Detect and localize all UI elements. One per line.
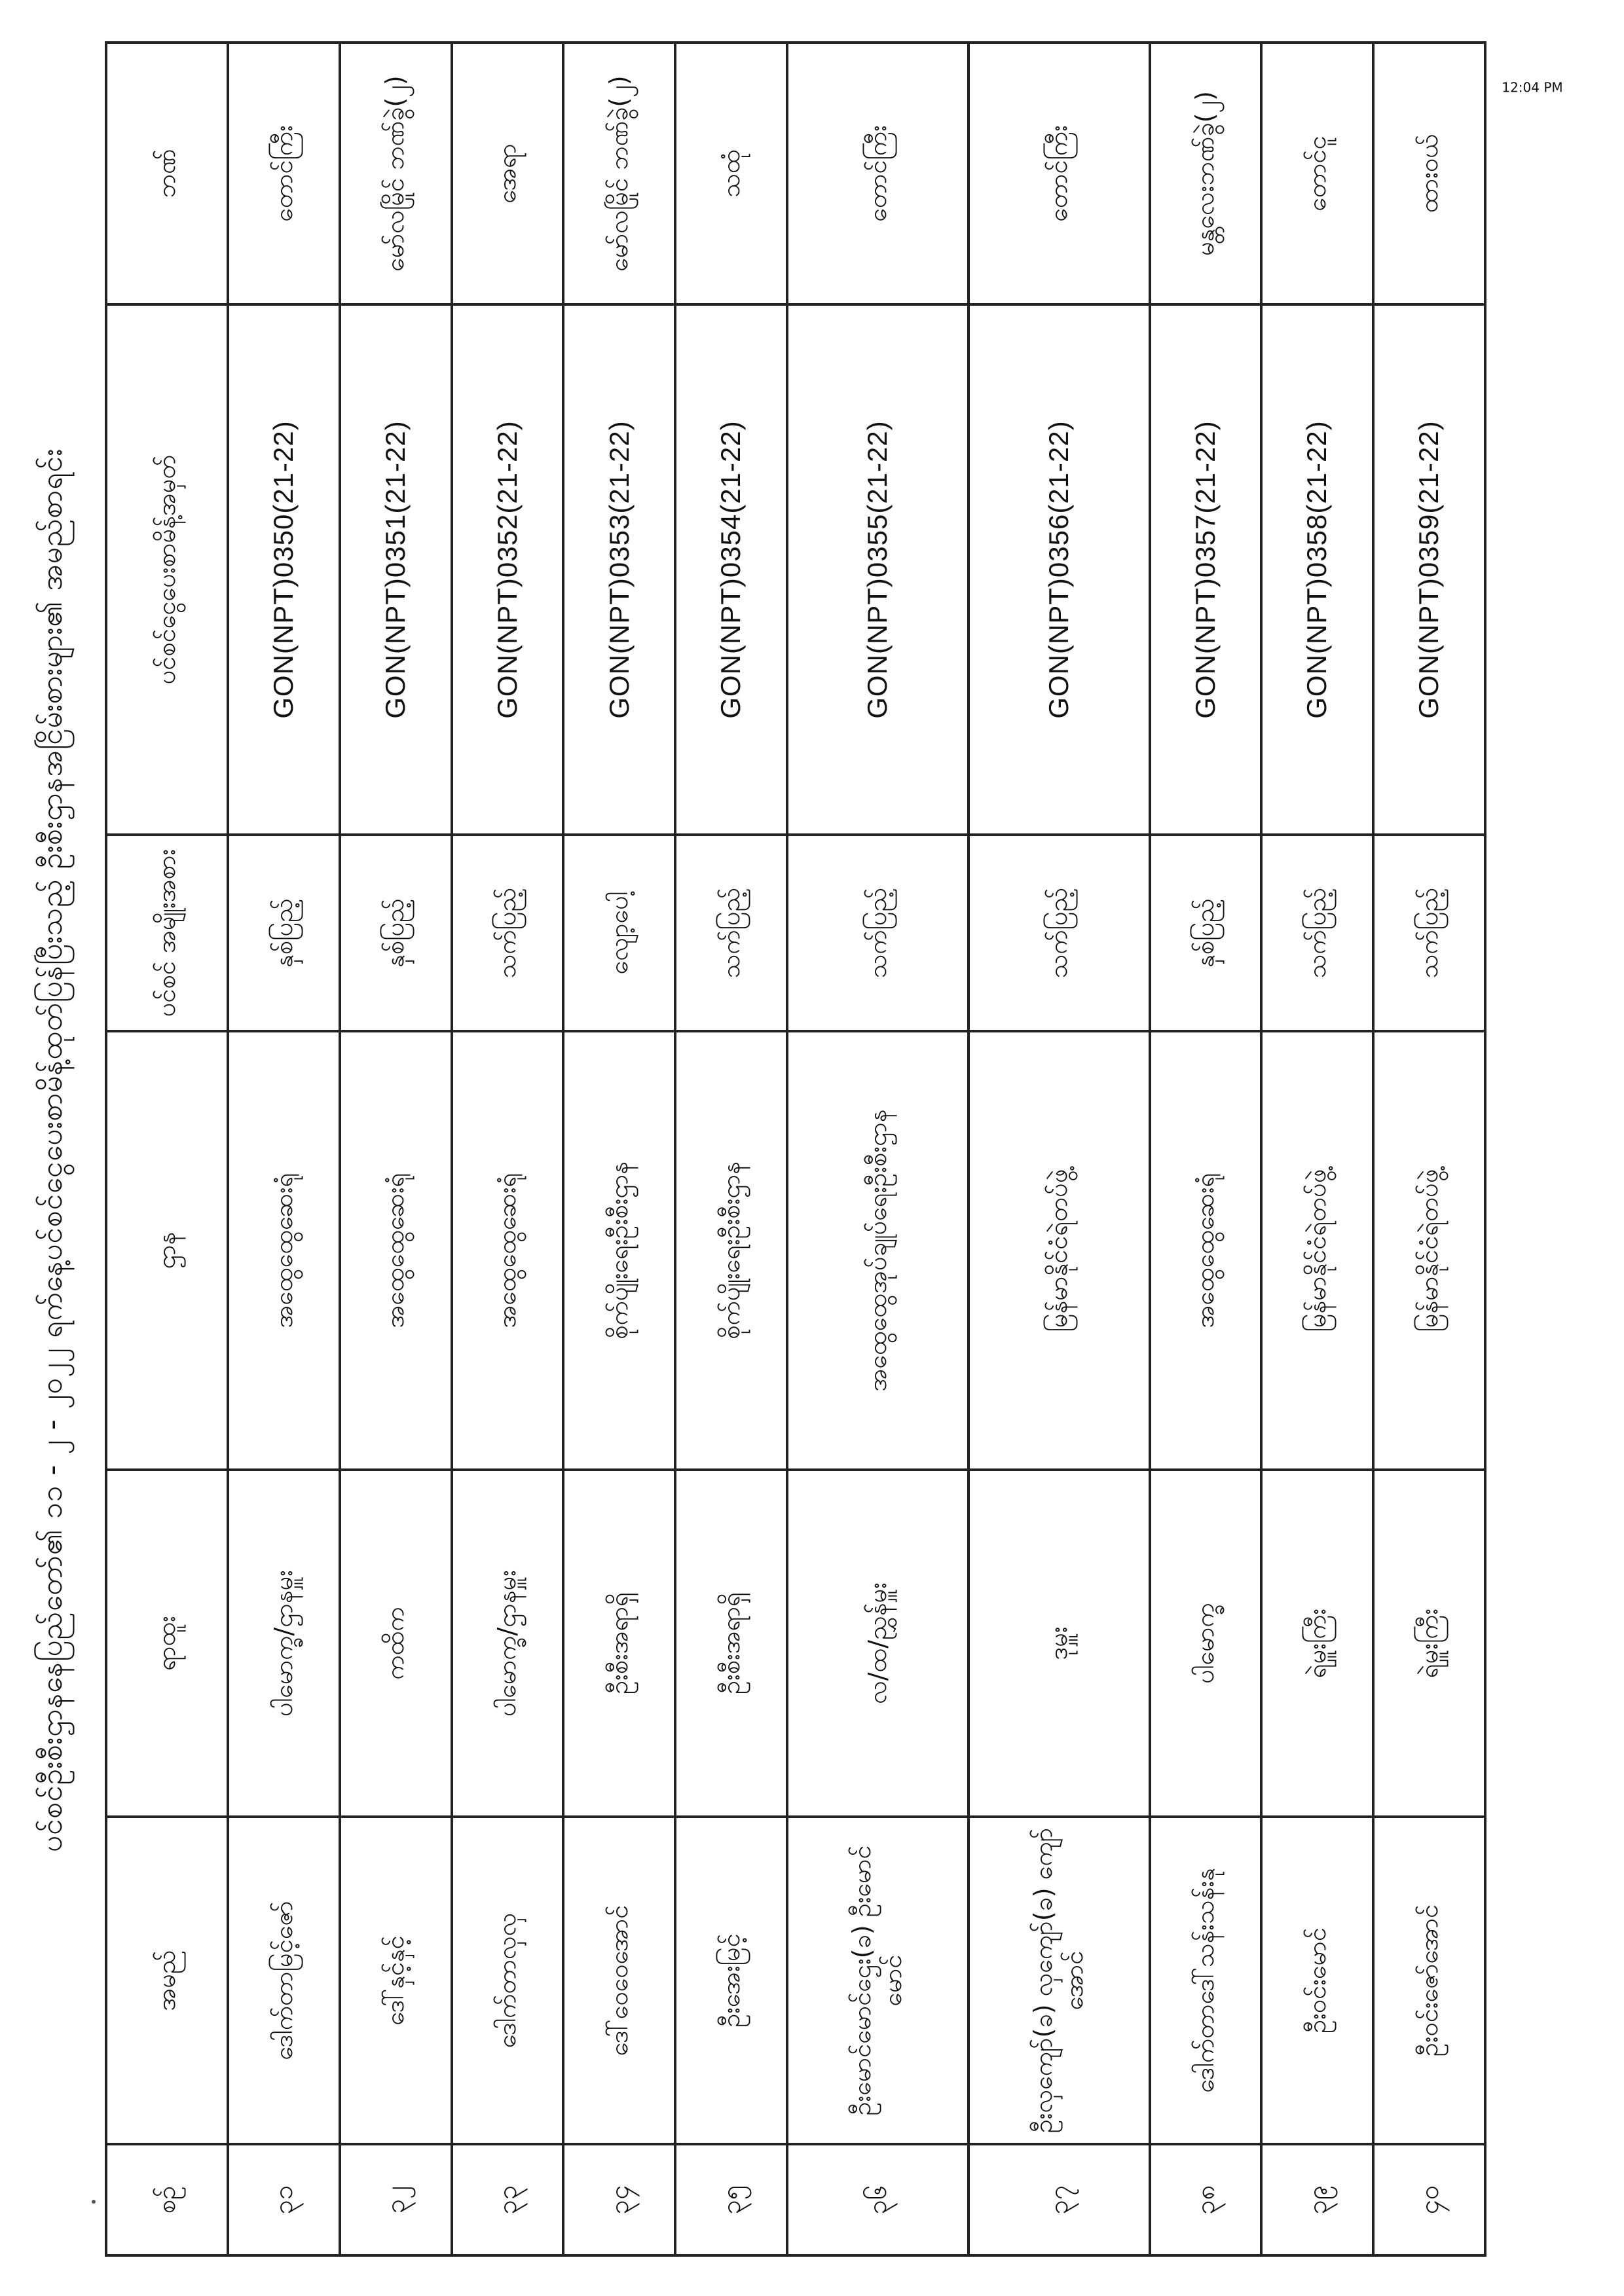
table-row — [563, 43, 675, 2255]
department-cell: အထွေထွေဆေးရုံ — [340, 1031, 452, 1470]
col-header-name: အမည် — [106, 1817, 228, 2144]
serial-cell: ၃၈ — [1150, 2144, 1262, 2255]
name-cell: ဒေါ်ဝေဝေအောင် — [563, 1817, 675, 2144]
table-row — [228, 43, 340, 2255]
name-cell: ဒေါက်တာလှလှ — [452, 1817, 564, 2144]
pension-type-cell: သက်ပြည့် — [1373, 835, 1485, 1031]
serial-cell: ၃၇ — [969, 2144, 1150, 2255]
order-number-cell: GON(NPT)0351(21-22) — [340, 304, 452, 835]
department-cell: အထွေထွေဆေးရုံ — [452, 1031, 564, 1470]
name-cell: ဦးလှကျော်(ခ) လှကျော်(ခ) ကျော်အောင် — [969, 1817, 1150, 2144]
table-row — [969, 43, 1150, 2255]
table-row — [675, 43, 787, 2255]
order-number-cell: GON(NPT)0356(21-22) — [969, 304, 1150, 835]
table-row — [1261, 43, 1373, 2255]
rank-cell: ရဲမှူးကြီး — [1261, 1470, 1373, 1817]
table-row — [1373, 43, 1485, 2255]
serial-cell: ၃၃ — [452, 2144, 564, 2255]
order-number-cell: GON(NPT)0357(21-22) — [1150, 304, 1262, 835]
bank-cell: တောင်ငူ — [1261, 43, 1373, 304]
rank-cell: ပါမောက္ခ — [1150, 1470, 1262, 1817]
pension-list-table — [105, 41, 1486, 2257]
order-number-cell: GON(NPT)0353(21-22) — [563, 304, 675, 835]
order-number-cell: GON(NPT)0359(21-22) — [1373, 304, 1485, 835]
order-number-cell: GON(NPT)0355(21-22) — [787, 304, 969, 835]
serial-cell: ၃၁ — [228, 2144, 340, 2255]
pension-type-cell: သက်ပြည့် — [787, 835, 969, 1031]
department-cell: စိုက်ပျိုးရေးဦးစီးဌာန — [675, 1031, 787, 1470]
col-header-serial: စဉ် — [106, 2144, 228, 2255]
name-cell: ဒေါက်တာဒေါ်သန်းသန်းနု — [1150, 1817, 1262, 2144]
col-header-order-number: ပင်စင်ငွေပေးစာမိန့်အမှတ် — [106, 304, 228, 835]
rank-cell: ဦးစီးအရာရှိ — [563, 1470, 675, 1817]
name-cell: ဦးအေးမြင့် — [675, 1817, 787, 2144]
bank-cell: တောင်ကြီး — [787, 43, 969, 304]
bank-cell: တောင်ကြီး — [228, 43, 340, 304]
rank-cell: လ/ထ/ညွှန်မှူး — [787, 1470, 969, 1817]
department-cell: မြန်မာနိုင်ငံရဲတပ်ဖွဲ့ — [1261, 1031, 1373, 1470]
rank-cell: ပါမောက္ခ/ဌာနမှူး — [228, 1470, 340, 1817]
document-title: ပင်စင်ဦးစီးဌာနနေပြည်တော်၏ ၁၁ - ၂ - ၂၀၂၂ ရက်နေ့ပင်စင်ငွေပေးစာမိန့်ထုတ်ပြန်ပြီးသည့် ဦးစီးဌာနအငြိမ်းစားများ၏ အမည်စာရင်း — [35, 448, 69, 1853]
bank-cell: အေရာ — [452, 43, 564, 304]
serial-cell: ၃၉ — [1261, 2144, 1373, 2255]
col-header-pension-type: ပင်စင် အမျိုးအစား — [106, 835, 228, 1031]
print-timestamp: 12:04 PM — [1502, 79, 1563, 96]
rank-cell: ရဲမှူးကြီး — [1373, 1470, 1485, 1817]
name-cell: ဦးဝင်းမောင် — [1261, 1817, 1373, 2144]
department-cell: မြန်မာနိုင်ငံရဲတပ်ဖွဲ့ — [1373, 1031, 1485, 1470]
serial-cell: ၃၄ — [563, 2144, 675, 2255]
department-cell: အထွေထွေဆေးရုံ — [228, 1031, 340, 1470]
rank-cell: ပါမောက္ခ/ဌာနမှူး — [452, 1470, 564, 1817]
pension-type-cell: သက်ပြည့် — [1261, 835, 1373, 1031]
pension-type-cell: နှစ်ပြည့် — [228, 835, 340, 1031]
bank-cell: မော်လမြိုင် ဘဏ်ခွဲ(၂) — [340, 43, 452, 304]
department-cell: စိုက်ပျိုးရေးဦးစီးဌာန — [563, 1031, 675, 1470]
department-cell: အထွေထွေအုပ်ချုပ်ရေးဦးစီးဌာန — [787, 1031, 969, 1470]
table-row — [452, 43, 564, 2255]
table-row — [340, 43, 452, 2255]
order-number-cell: GON(NPT)0350(21-22) — [228, 304, 340, 835]
pension-type-cell: သက်ပြည့် — [675, 835, 787, 1031]
name-cell: ဒေါ်နှင့်နှင့် — [340, 1817, 452, 2144]
name-cell: ဦးမောင်မောင်ဌေး(ခ) ဦးမောင်မောင် — [787, 1817, 969, 2144]
rank-cell: ဦးစီးအရာရှိ — [675, 1470, 787, 1817]
pension-type-cell: သက်ပြည့် — [452, 835, 564, 1031]
serial-cell: ၃၂ — [340, 2144, 452, 2255]
pension-type-cell: လျော့ပေါ့ — [563, 835, 675, 1031]
department-cell: မြန်မာနိုင်ငံရဲတပ်ဖွဲ့ — [969, 1031, 1150, 1470]
scan-speck — [92, 2200, 96, 2204]
serial-cell: ၄၀ — [1373, 2144, 1485, 2255]
pension-type-cell: နှစ်ပြည့် — [1150, 835, 1262, 1031]
col-header-rank: ရာထူး — [106, 1470, 228, 1817]
col-header-department: ဌာန — [106, 1031, 228, 1470]
serial-cell: ၃၅ — [675, 2144, 787, 2255]
table-row — [787, 43, 969, 2255]
rank-cell: ကထိက — [340, 1470, 452, 1817]
table-row — [1150, 43, 1262, 2255]
bank-cell: မော်လမြိုင် ဘဏ်ခွဲ(၂) — [563, 43, 675, 304]
pension-type-cell: သက်ပြည့် — [969, 835, 1150, 1031]
order-number-cell: GON(NPT)0354(21-22) — [675, 304, 787, 835]
name-cell: ဦးဝင်းဇော်အောင် — [1373, 1817, 1485, 2144]
bank-cell: သထုံ — [675, 43, 787, 304]
serial-cell: ၃၆ — [787, 2144, 969, 2255]
name-cell: ဒေါက်တာမြင့်ဇော် — [228, 1817, 340, 2144]
pension-type-cell: နှစ်ပြည့် — [340, 835, 452, 1031]
bank-cell: ထားဝယ် — [1373, 43, 1485, 304]
rank-cell: ဒုမှူး — [969, 1470, 1150, 1817]
col-header-bank: ဘဏ် — [106, 43, 228, 304]
bank-cell: မန္တလေးဘဏ်ခွဲ(၂) — [1150, 43, 1262, 304]
bank-cell: တောင်ကြီး — [969, 43, 1150, 304]
order-number-cell: GON(NPT)0352(21-22) — [452, 304, 564, 835]
order-number-cell: GON(NPT)0358(21-22) — [1261, 304, 1373, 835]
department-cell: အထွေထွေဆေးရုံ — [1150, 1031, 1262, 1470]
table-header-row — [106, 43, 228, 2255]
